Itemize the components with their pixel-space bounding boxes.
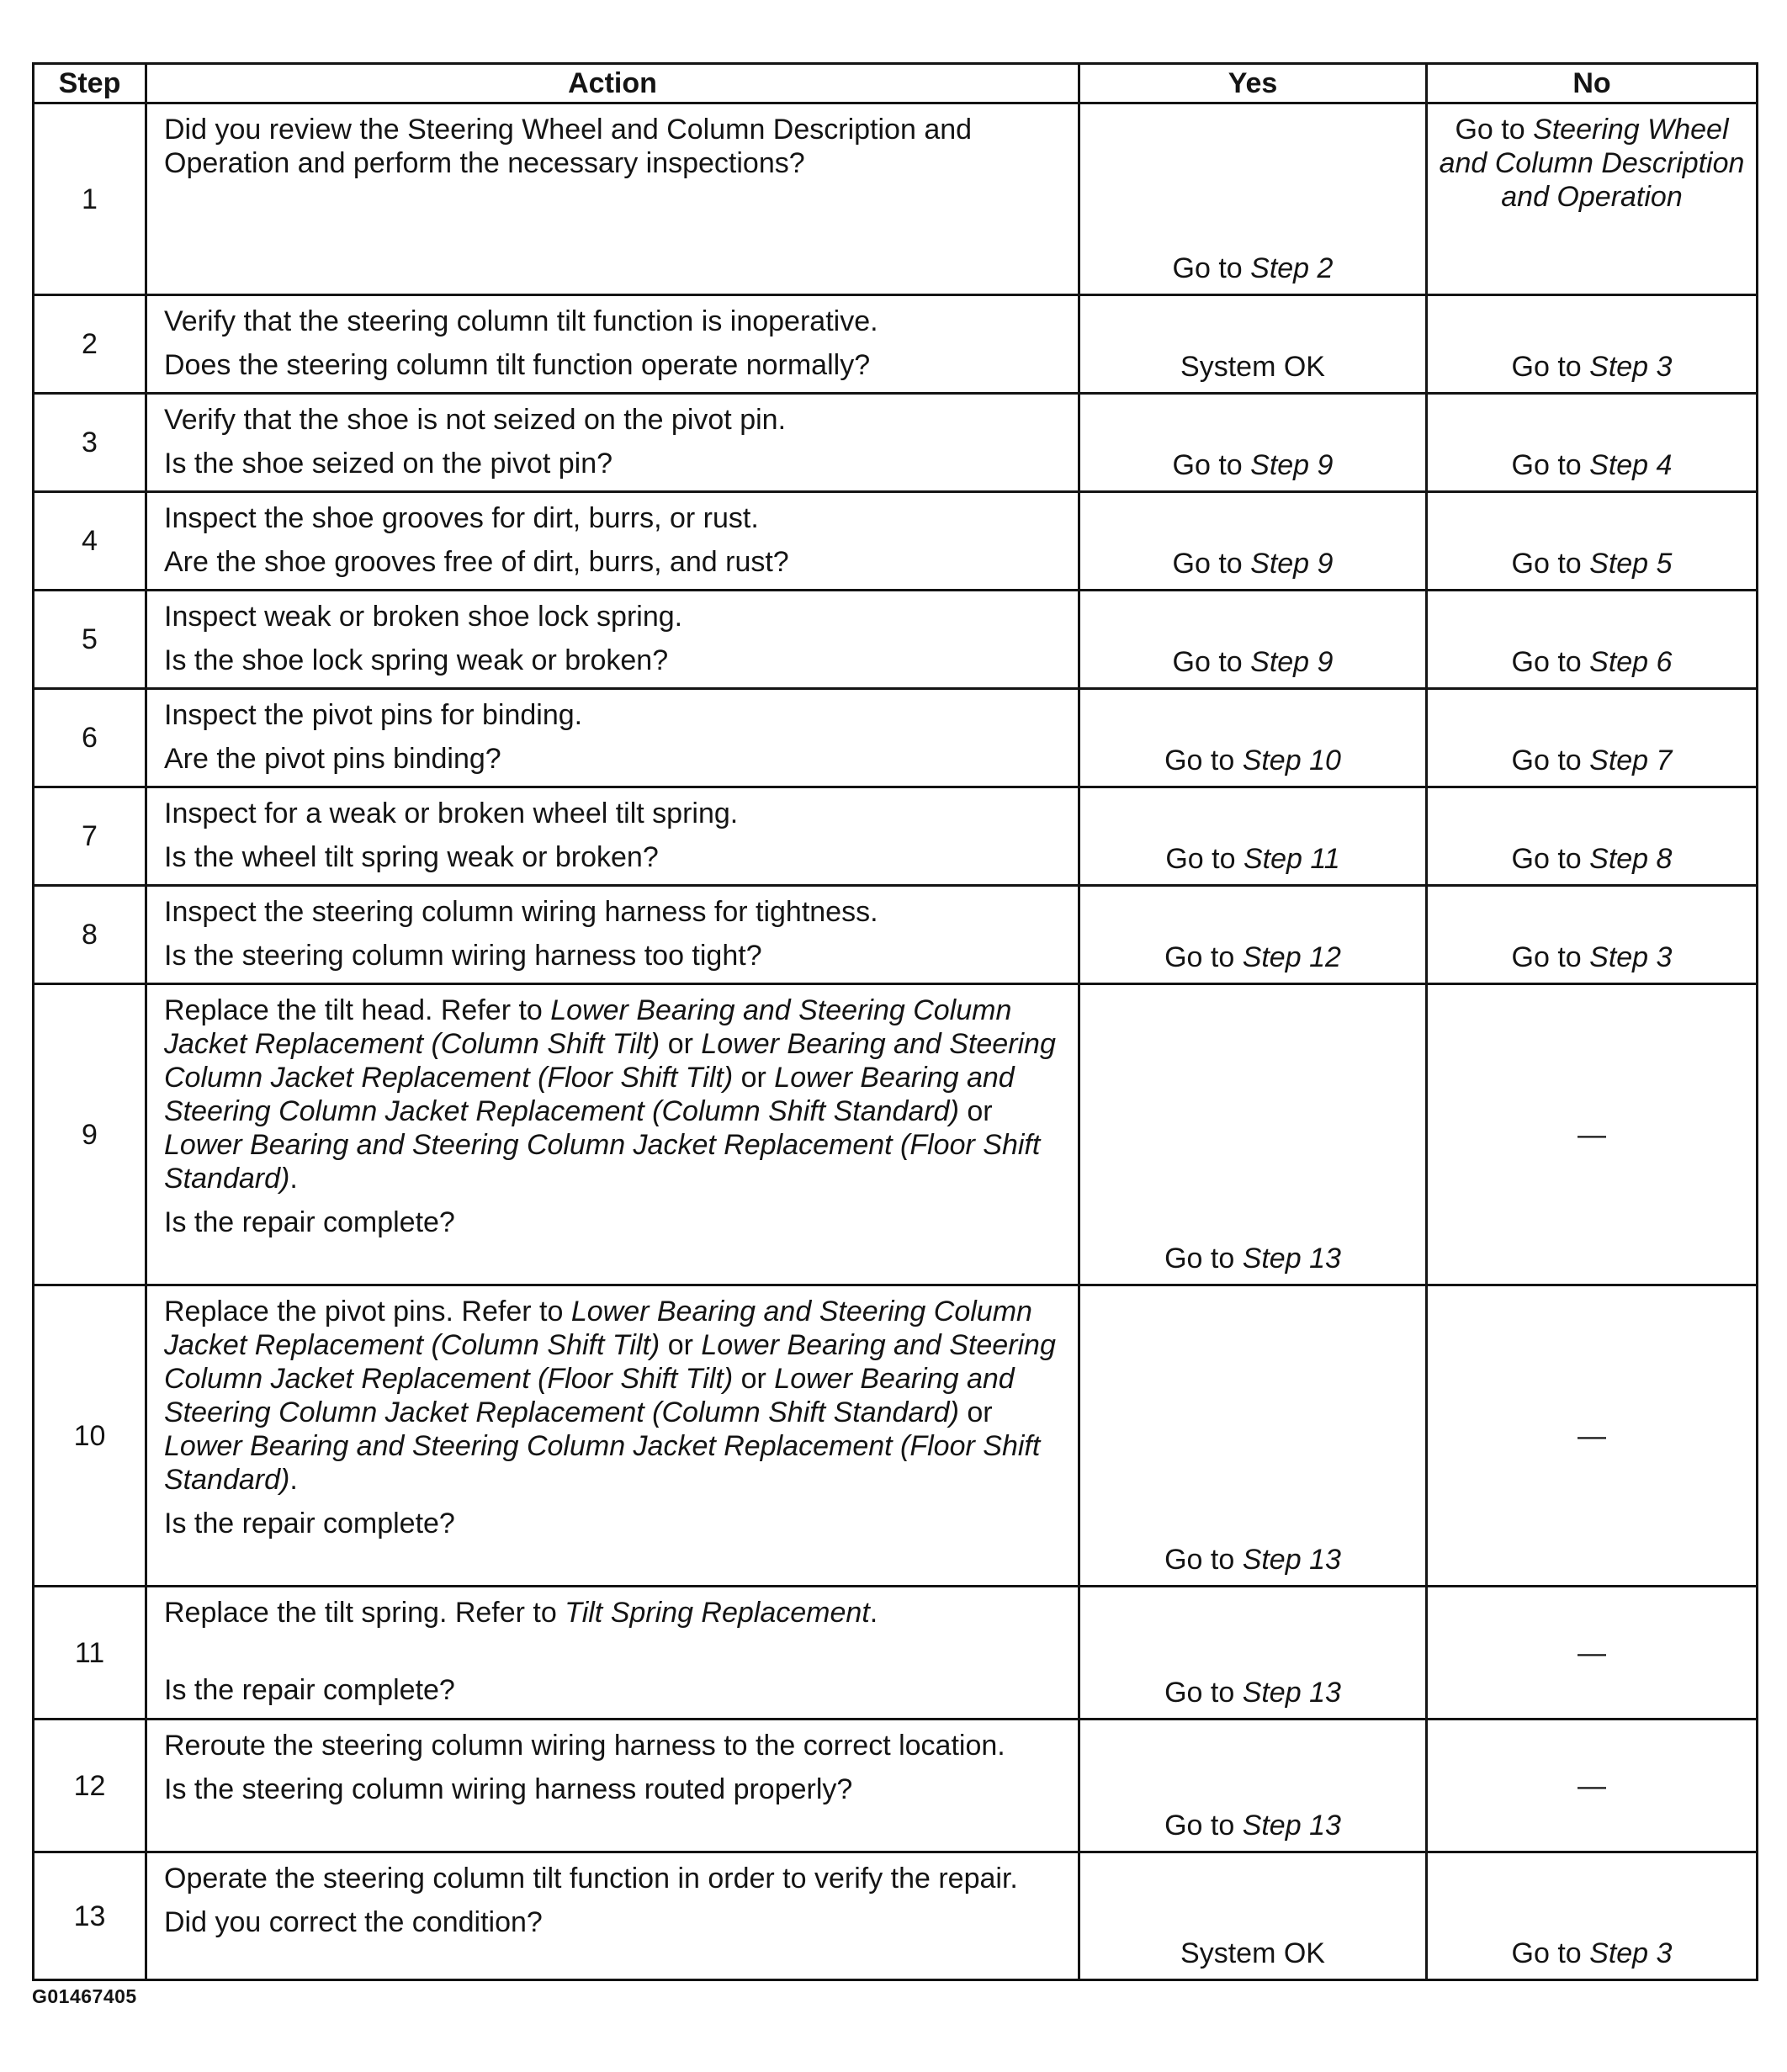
yes-text: Go to — [1172, 252, 1251, 284]
no-step-link: Step 8 — [1589, 843, 1673, 875]
yes-step-link: Step 9 — [1250, 548, 1334, 580]
no-dash: — — [1578, 1419, 1606, 1452]
yes-step-link: Step 10 — [1242, 745, 1341, 776]
action-cell — [146, 1285, 1079, 1587]
no-text: Go to — [1511, 843, 1590, 875]
header-row — [34, 64, 1758, 103]
no-step-link: Step 3 — [1589, 1937, 1673, 1969]
action-text — [164, 113, 1064, 180]
step-number: 2 — [34, 295, 146, 394]
no-cell — [1427, 787, 1758, 886]
no-cell — [1427, 295, 1758, 394]
header-no: No — [1427, 64, 1758, 103]
action-text-segment: Inspect the shoe grooves for dirt, burrs, or rust. — [164, 502, 759, 534]
action-text-segment: . — [289, 1163, 298, 1195]
action-question: Is the wheel tilt spring weak or broken? — [164, 841, 659, 873]
step-number: 9 — [34, 984, 146, 1285]
table-row — [34, 591, 1758, 689]
no-cell — [1427, 1587, 1758, 1720]
yes-text: Go to — [1164, 1243, 1243, 1274]
no-text: Go to — [1511, 351, 1590, 383]
action-text — [164, 305, 1064, 338]
no-step-link: Step 3 — [1589, 941, 1673, 973]
action-cell — [146, 103, 1079, 295]
no-cell — [1427, 886, 1758, 984]
yes-step-link: Step 9 — [1250, 646, 1334, 678]
figure-code: G01467405 — [32, 1985, 137, 2007]
table-body — [34, 103, 1758, 1980]
yes-step-link: Step 2 — [1250, 252, 1334, 284]
action-cell — [146, 787, 1079, 886]
table-row — [34, 787, 1758, 886]
procedure-reference: Lower Bearing and Steering Column Jacket Replacement (Floor Shift Tilt) — [164, 1028, 1056, 1094]
yes-step-link: Step 13 — [1242, 1810, 1341, 1841]
action-text — [164, 797, 1064, 830]
action-text-segment: Did you review the Steering Wheel and Column Description and Operation and perform the necessary inspections? — [164, 114, 973, 179]
no-cell — [1427, 984, 1758, 1285]
no-cell — [1427, 492, 1758, 591]
no-text: Go to — [1511, 449, 1590, 481]
table-row — [34, 295, 1758, 394]
step-number: 1 — [34, 103, 146, 295]
step-number: 7 — [34, 787, 146, 886]
no-dash: — — [1578, 1769, 1606, 1802]
yes-step-link: Step 12 — [1242, 941, 1341, 973]
step-number: 13 — [34, 1852, 146, 1980]
no-step-link: Step 7 — [1589, 745, 1673, 776]
yes-cell — [1079, 295, 1427, 394]
procedure-reference: Lower Bearing and Steering Column Jacket Replacement (Column Shift Standard) — [164, 1363, 1015, 1428]
no-step-link: Step 4 — [1589, 449, 1673, 481]
header-action: Action — [146, 64, 1079, 103]
action-text — [164, 1862, 1064, 1895]
yes-cell — [1079, 1720, 1427, 1852]
yes-step-link: Step 11 — [1243, 843, 1340, 875]
yes-cell — [1079, 103, 1427, 295]
no-text: Go to — [1511, 1937, 1590, 1969]
table-row — [34, 1285, 1758, 1587]
no-text: Go to — [1455, 114, 1534, 146]
action-cell — [146, 295, 1079, 394]
procedure-reference: Lower Bearing and Steering Column Jacket Replacement (Column Shift Tilt) — [164, 994, 1012, 1060]
no-text: Go to — [1511, 745, 1590, 776]
step-number: 3 — [34, 394, 146, 492]
yes-text: Go to — [1172, 548, 1251, 580]
action-text-segment: or — [958, 1396, 993, 1428]
action-question: Is the shoe seized on the pivot pin? — [164, 448, 613, 480]
table-row — [34, 394, 1758, 492]
yes-cell — [1079, 689, 1427, 787]
yes-cell — [1079, 886, 1427, 984]
table-row — [34, 689, 1758, 787]
yes-text: Go to — [1172, 449, 1251, 481]
action-text-segment: or — [958, 1095, 993, 1127]
action-text-segment: Verify that the steering column tilt function is inoperative. — [164, 305, 878, 337]
action-text — [164, 501, 1064, 535]
yes-cell — [1079, 1285, 1427, 1587]
yes-step-link: Step 13 — [1242, 1243, 1341, 1274]
header-yes: Yes — [1079, 64, 1427, 103]
procedure-reference: Lower Bearing and Steering Column Jacket Replacement (Floor Shift Standard) — [164, 1430, 1041, 1496]
yes-text: Go to — [1172, 646, 1251, 678]
yes-cell — [1079, 591, 1427, 689]
action-question: Is the repair complete? — [164, 1206, 455, 1238]
table-row — [34, 886, 1758, 984]
action-cell — [146, 492, 1079, 591]
action-text — [164, 698, 1064, 732]
yes-text: Go to — [1164, 1677, 1243, 1709]
no-cell — [1427, 1285, 1758, 1587]
action-text — [164, 1729, 1064, 1762]
yes-text: Go to — [1164, 1544, 1243, 1576]
yes-text: System OK — [1180, 1937, 1325, 1969]
action-question: Are the shoe grooves free of dirt, burrs, and rust? — [164, 546, 789, 578]
action-cell — [146, 1587, 1079, 1720]
step-number: 10 — [34, 1285, 146, 1587]
action-text-segment: or — [660, 1028, 702, 1060]
procedure-reference: Lower Bearing and Steering Column Jacket Replacement (Floor Shift Standard) — [164, 1129, 1041, 1195]
action-text-segment: or — [733, 1363, 775, 1395]
procedure-reference: Tilt Spring Replacement — [565, 1597, 870, 1629]
step-number: 12 — [34, 1720, 146, 1852]
no-cell — [1427, 1852, 1758, 1980]
procedure-reference: Lower Bearing and Steering Column Jacket Replacement (Floor Shift Tilt) — [164, 1329, 1056, 1395]
action-question: Does the steering column tilt function operate normally? — [164, 349, 871, 381]
procedure-reference: Lower Bearing and Steering Column Jacket Replacement (Column Shift Standard) — [164, 1062, 1015, 1127]
yes-cell — [1079, 1852, 1427, 1980]
action-question: Is the steering column wiring harness too tight? — [164, 940, 762, 972]
action-text-segment: Reroute the steering column wiring harness to the correct location. — [164, 1730, 1005, 1762]
step-number: 5 — [34, 591, 146, 689]
yes-text: Go to — [1164, 941, 1243, 973]
action-text-segment: Replace the tilt head. Refer to — [164, 994, 551, 1026]
no-text: Go to — [1511, 646, 1590, 678]
step-number: 6 — [34, 689, 146, 787]
table-row — [34, 492, 1758, 591]
yes-text: System OK — [1180, 351, 1325, 383]
action-cell — [146, 1720, 1079, 1852]
yes-cell — [1079, 984, 1427, 1285]
yes-cell — [1079, 787, 1427, 886]
action-text-segment: Operate the steering column tilt function in order to verify the repair. — [164, 1863, 1018, 1894]
yes-step-link: Step 9 — [1250, 449, 1334, 481]
diagnostic-table — [32, 62, 1758, 1981]
action-cell — [146, 1852, 1079, 1980]
action-question: Is the shoe lock spring weak or broken? — [164, 644, 669, 676]
action-text-segment: Verify that the shoe is not seized on the pivot pin. — [164, 404, 787, 436]
action-cell — [146, 591, 1079, 689]
no-step-link: Step 5 — [1589, 548, 1673, 580]
table-row — [34, 1587, 1758, 1720]
no-dash: — — [1578, 1118, 1606, 1151]
action-text — [164, 994, 1064, 1195]
yes-text: Go to — [1164, 745, 1243, 776]
header-step: Step — [34, 64, 146, 103]
action-cell — [146, 394, 1079, 492]
action-text-segment: Inspect the pivot pins for binding. — [164, 699, 583, 731]
yes-cell — [1079, 1587, 1427, 1720]
action-text-segment: . — [289, 1464, 298, 1496]
action-question: Is the repair complete? — [164, 1674, 455, 1706]
no-step-link: Steering Wheel and Column Description and Operation — [1439, 114, 1745, 213]
table-row — [34, 1720, 1758, 1852]
no-step-link: Step 6 — [1589, 646, 1673, 678]
no-text: Go to — [1511, 941, 1590, 973]
action-text-segment: Replace the pivot pins. Refer to — [164, 1296, 571, 1327]
no-cell — [1427, 103, 1758, 295]
yes-step-link: Step 13 — [1242, 1544, 1341, 1576]
table-row — [34, 103, 1758, 295]
action-question: Is the repair complete? — [164, 1508, 455, 1539]
yes-text: Go to — [1164, 1810, 1243, 1841]
step-number: 8 — [34, 886, 146, 984]
no-step-link: Step 3 — [1589, 351, 1673, 383]
yes-step-link: Step 13 — [1242, 1677, 1341, 1709]
action-text — [164, 1295, 1064, 1497]
step-number: 11 — [34, 1587, 146, 1720]
no-text: Go to — [1511, 548, 1590, 580]
action-text — [164, 600, 1064, 633]
action-cell — [146, 984, 1079, 1285]
action-cell — [146, 689, 1079, 787]
no-cell — [1427, 394, 1758, 492]
action-text — [164, 403, 1064, 437]
procedure-reference: Lower Bearing and Steering Column Jacket Replacement (Column Shift Tilt) — [164, 1296, 1032, 1361]
no-cell — [1427, 591, 1758, 689]
action-cell — [146, 886, 1079, 984]
action-text-segment: Inspect the steering column wiring harness for tightness. — [164, 896, 878, 928]
no-dash: — — [1578, 1636, 1606, 1669]
spacer — [164, 1630, 1064, 1673]
action-text-segment: Inspect for a weak or broken wheel tilt spring. — [164, 798, 739, 829]
action-question: Is the steering column wiring harness routed properly? — [164, 1773, 853, 1805]
action-text-segment: . — [869, 1597, 878, 1629]
action-text-segment: Inspect weak or broken shoe lock spring. — [164, 601, 683, 633]
step-number: 4 — [34, 492, 146, 591]
action-text-segment: or — [733, 1062, 775, 1094]
yes-text: Go to — [1165, 843, 1243, 875]
table-row — [34, 1852, 1758, 1980]
action-question: Did you correct the condition? — [164, 1906, 543, 1938]
no-cell — [1427, 1720, 1758, 1852]
yes-cell — [1079, 492, 1427, 591]
action-question: Are the pivot pins binding? — [164, 743, 501, 775]
action-text — [164, 1596, 1064, 1630]
yes-cell — [1079, 394, 1427, 492]
no-cell — [1427, 689, 1758, 787]
action-text-segment: Replace the tilt spring. Refer to — [164, 1597, 565, 1629]
table-row — [34, 984, 1758, 1285]
action-text-segment: or — [660, 1329, 702, 1361]
action-text — [164, 895, 1064, 929]
